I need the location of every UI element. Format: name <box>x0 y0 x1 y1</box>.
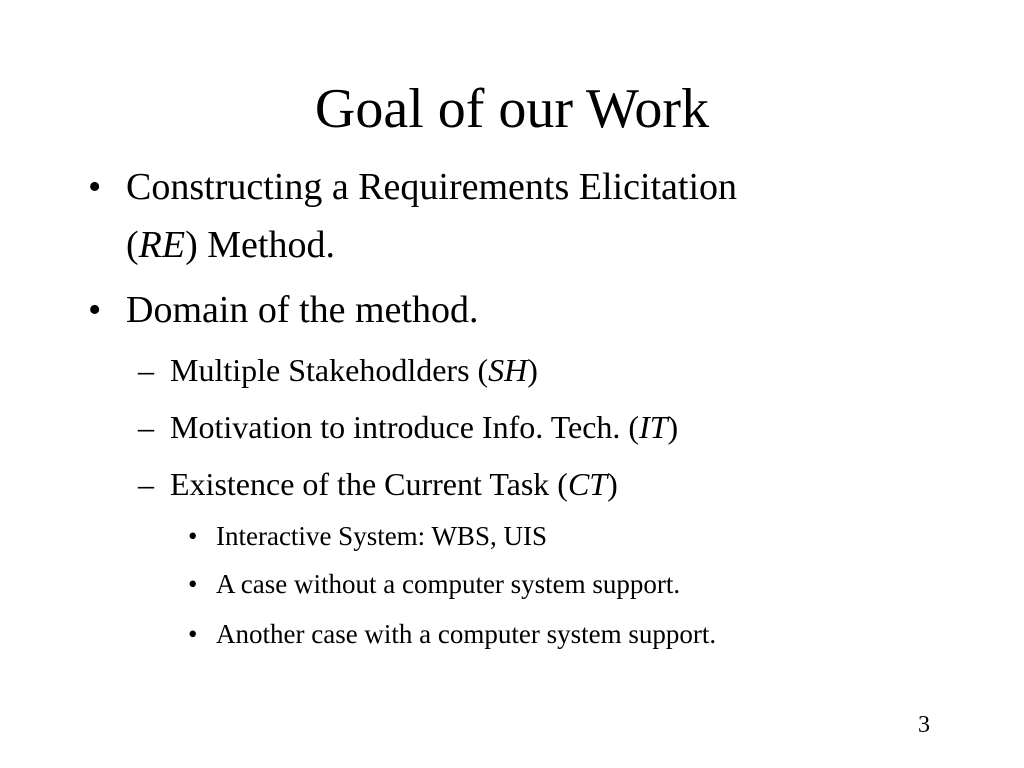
dash-marker: – <box>138 466 154 502</box>
subitem-text: Multiple Stakehodlders ( <box>170 352 489 388</box>
paren-close: ) <box>527 352 538 388</box>
paren-close: ) <box>667 409 679 445</box>
subsubitem-with-computer-support: Another case with a computer system support. <box>216 619 717 649</box>
subsubitem-interactive-system: Interactive System: WBS, UIS <box>216 521 547 551</box>
dash-marker: – <box>138 352 154 388</box>
bullet-item-constructing-re-method-line2 <box>126 222 335 268</box>
bullet-text-line2-rest: ) Method. <box>185 224 335 266</box>
abbreviation-it: IT <box>639 409 668 445</box>
bullet-marker: • <box>88 166 102 208</box>
paren-open: ( <box>126 224 139 266</box>
subitem-motivation-it <box>170 407 678 447</box>
page-number: 3 <box>918 712 930 738</box>
abbreviation-re: RE <box>138 224 186 266</box>
slide-title: Goal of our Work <box>314 78 710 140</box>
subitem-multiple-stakeholders <box>170 350 538 390</box>
bullet-text: Domain of the method. <box>126 289 479 331</box>
dash-marker: – <box>138 409 154 445</box>
bullet-item-domain-of-method <box>126 287 478 333</box>
subsubitem-without-computer-support: A case without a computer system support. <box>216 569 681 599</box>
bullet-marker: • <box>188 619 198 649</box>
bullet-item-constructing-re-method <box>126 164 737 210</box>
bullet-text-line1: Constructing a Requirements Elicitation <box>126 166 738 208</box>
bullet-marker: • <box>188 521 198 551</box>
bullet-marker: • <box>188 569 198 599</box>
subitem-text: Existence of the Current Task ( <box>170 466 568 502</box>
subitem-text: Motivation to introduce Info. Tech. ( <box>170 409 640 445</box>
subitem-current-task <box>170 464 618 504</box>
bullet-marker: • <box>88 289 102 331</box>
abbreviation-ct: CT <box>567 466 608 502</box>
abbreviation-sh: SH <box>488 352 528 388</box>
paren-close: ) <box>607 466 618 502</box>
